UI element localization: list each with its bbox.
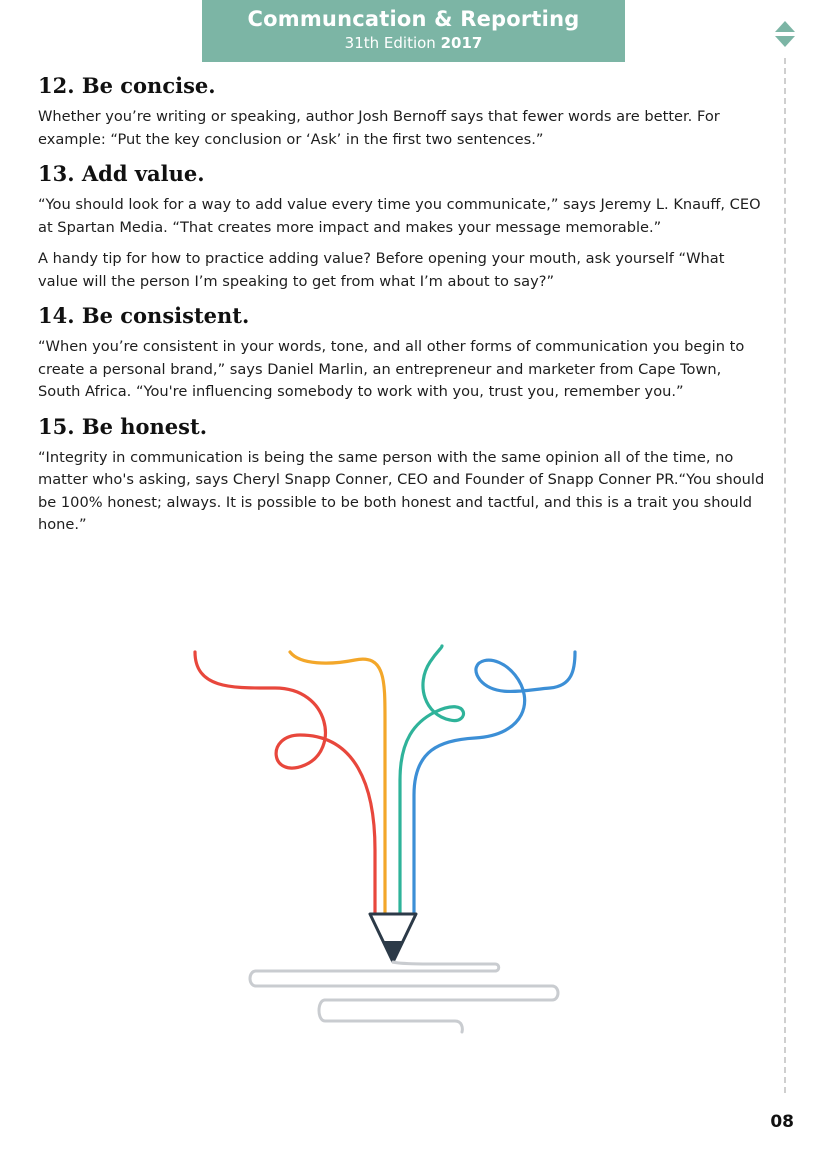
pencil-lines-icon: [180, 640, 600, 1040]
edition-line: [202, 33, 625, 53]
orange-line: [290, 652, 385, 915]
page-rail-divider: [784, 58, 786, 1093]
writing-line-1: [256, 962, 499, 971]
green-line: [400, 646, 464, 915]
section-heading-12: 12. Be concise.: [38, 73, 216, 98]
edition-label: 31th Edition: [344, 34, 441, 52]
edition-year: 2017: [440, 34, 483, 52]
document-title: Communcation & Reporting: [247, 7, 580, 31]
triangle-down-icon[interactable]: [775, 36, 795, 47]
blue-line: [414, 652, 575, 915]
header-banner: [202, 0, 625, 62]
triangle-up-icon[interactable]: [775, 21, 795, 32]
section-13-paragraph-1: “You should look for a way to add value every time you communicate,” says Jeremy L. Knauff, CEO at Spartan Media. “That creates more impact and makes your message memorable.”: [38, 196, 761, 236]
main-content: [38, 72, 766, 546]
section-15-paragraph: “Integrity in communication is being the same person with the same opinion all of the time, no matter who's asking, says Cheryl Snapp Conner, CEO and Founder of Snapp Conner PR.“You should be 100% honest; always. It is possible to be both honest and tactful, and this is a trait you should hone.”: [38, 448, 765, 533]
section-heading-13: 13. Add value.: [38, 161, 205, 186]
writing-line-2: [250, 971, 558, 1000]
section-14-paragraph: “When you’re consistent in your words, tone, and all other forms of communication you begin to create a personal brand,” says Daniel Marlin, an entrepreneur and marketer from Cape Town, South Africa. “You're influencing somebody to work with you, trust you, remember you.”: [38, 338, 745, 400]
section-13-paragraph-2: A handy tip for how to practice adding value? Before opening your mouth, ask yourself “What value will the person I’m speaking to get from what I’m about to say?”: [38, 250, 725, 290]
page-nav: [774, 20, 796, 48]
writing-line-3: [319, 1000, 462, 1032]
section-12-paragraph: Whether you’re writing or speaking, author Josh Bernoff says that fewer words are better. For example: “Put the key conclusion or ‘Ask’ in the first two sentences.”: [38, 108, 720, 148]
red-line: [195, 652, 375, 915]
section-heading-15: 15. Be honest.: [38, 413, 208, 439]
page-number: 08: [770, 1112, 794, 1132]
section-heading-14: 14. Be consistent.: [38, 303, 250, 328]
